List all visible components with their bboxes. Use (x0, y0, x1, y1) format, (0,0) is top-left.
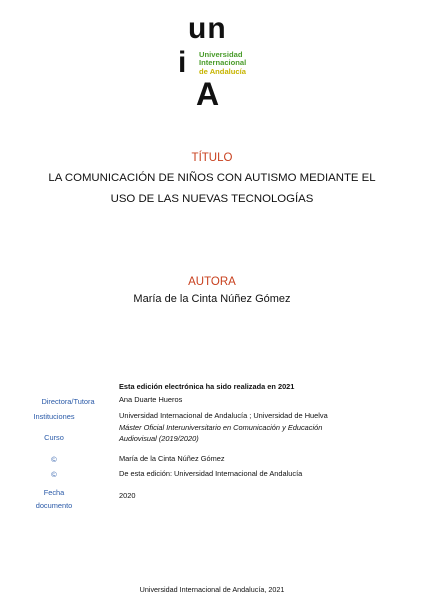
date-label-line: Fecha (43, 488, 65, 497)
document-title (20, 168, 404, 210)
logo-letters-un: un (188, 12, 227, 45)
date-value: 2020 (119, 491, 136, 500)
author-label: AUTORA (188, 276, 236, 288)
copyright-label: © (51, 455, 57, 464)
logo-university-name (199, 51, 246, 76)
logo-letter-a: A (196, 76, 220, 112)
director-value: Ana Duarte Hueros (119, 395, 183, 404)
author-name: María de la Cinta Núñez Gómez (133, 293, 291, 305)
logo-letter-i: i (178, 46, 187, 79)
course-line: Audiovisual (2019/2020) (119, 434, 199, 443)
copyright-author: María de la Cinta Núñez Gómez (119, 454, 225, 463)
title-line: USO DE LAS NUEVAS TECNOLOGÍAS (110, 193, 314, 205)
title-line: LA COMUNICACIÓN DE NIÑOS CON AUTISMO MEDIANTE EL (48, 172, 376, 184)
title-label: TÍTULO (191, 152, 233, 164)
copyright-edition: De esta edición: Universidad Internacional de Andalucía (119, 469, 303, 478)
date-label-line: documento (35, 501, 73, 510)
logo-text-line: Universidad (199, 50, 243, 59)
logo-text-line: de Andalucía (199, 66, 246, 76)
unia-logo (176, 12, 266, 112)
date-label (14, 486, 94, 512)
logo-text-line: Internacional (199, 58, 247, 68)
edition-note: Esta edición electrónica ha sido realizada en 2021 (119, 382, 295, 391)
course-value (119, 422, 322, 444)
course-label: Curso (44, 433, 64, 442)
copyright-label: © (51, 470, 57, 479)
institutions-label: Instituciones (33, 412, 75, 421)
director-label: Directora/Tutora (41, 397, 95, 406)
page-footer: Universidad Internacional de Andalucía, 2021 (139, 585, 285, 594)
course-line: Máster Oficial Interuniversitario en Comunicación y Educación (119, 423, 323, 432)
institutions-value: Universidad Internacional de Andalucía ; Universidad de Huelva (119, 411, 328, 420)
